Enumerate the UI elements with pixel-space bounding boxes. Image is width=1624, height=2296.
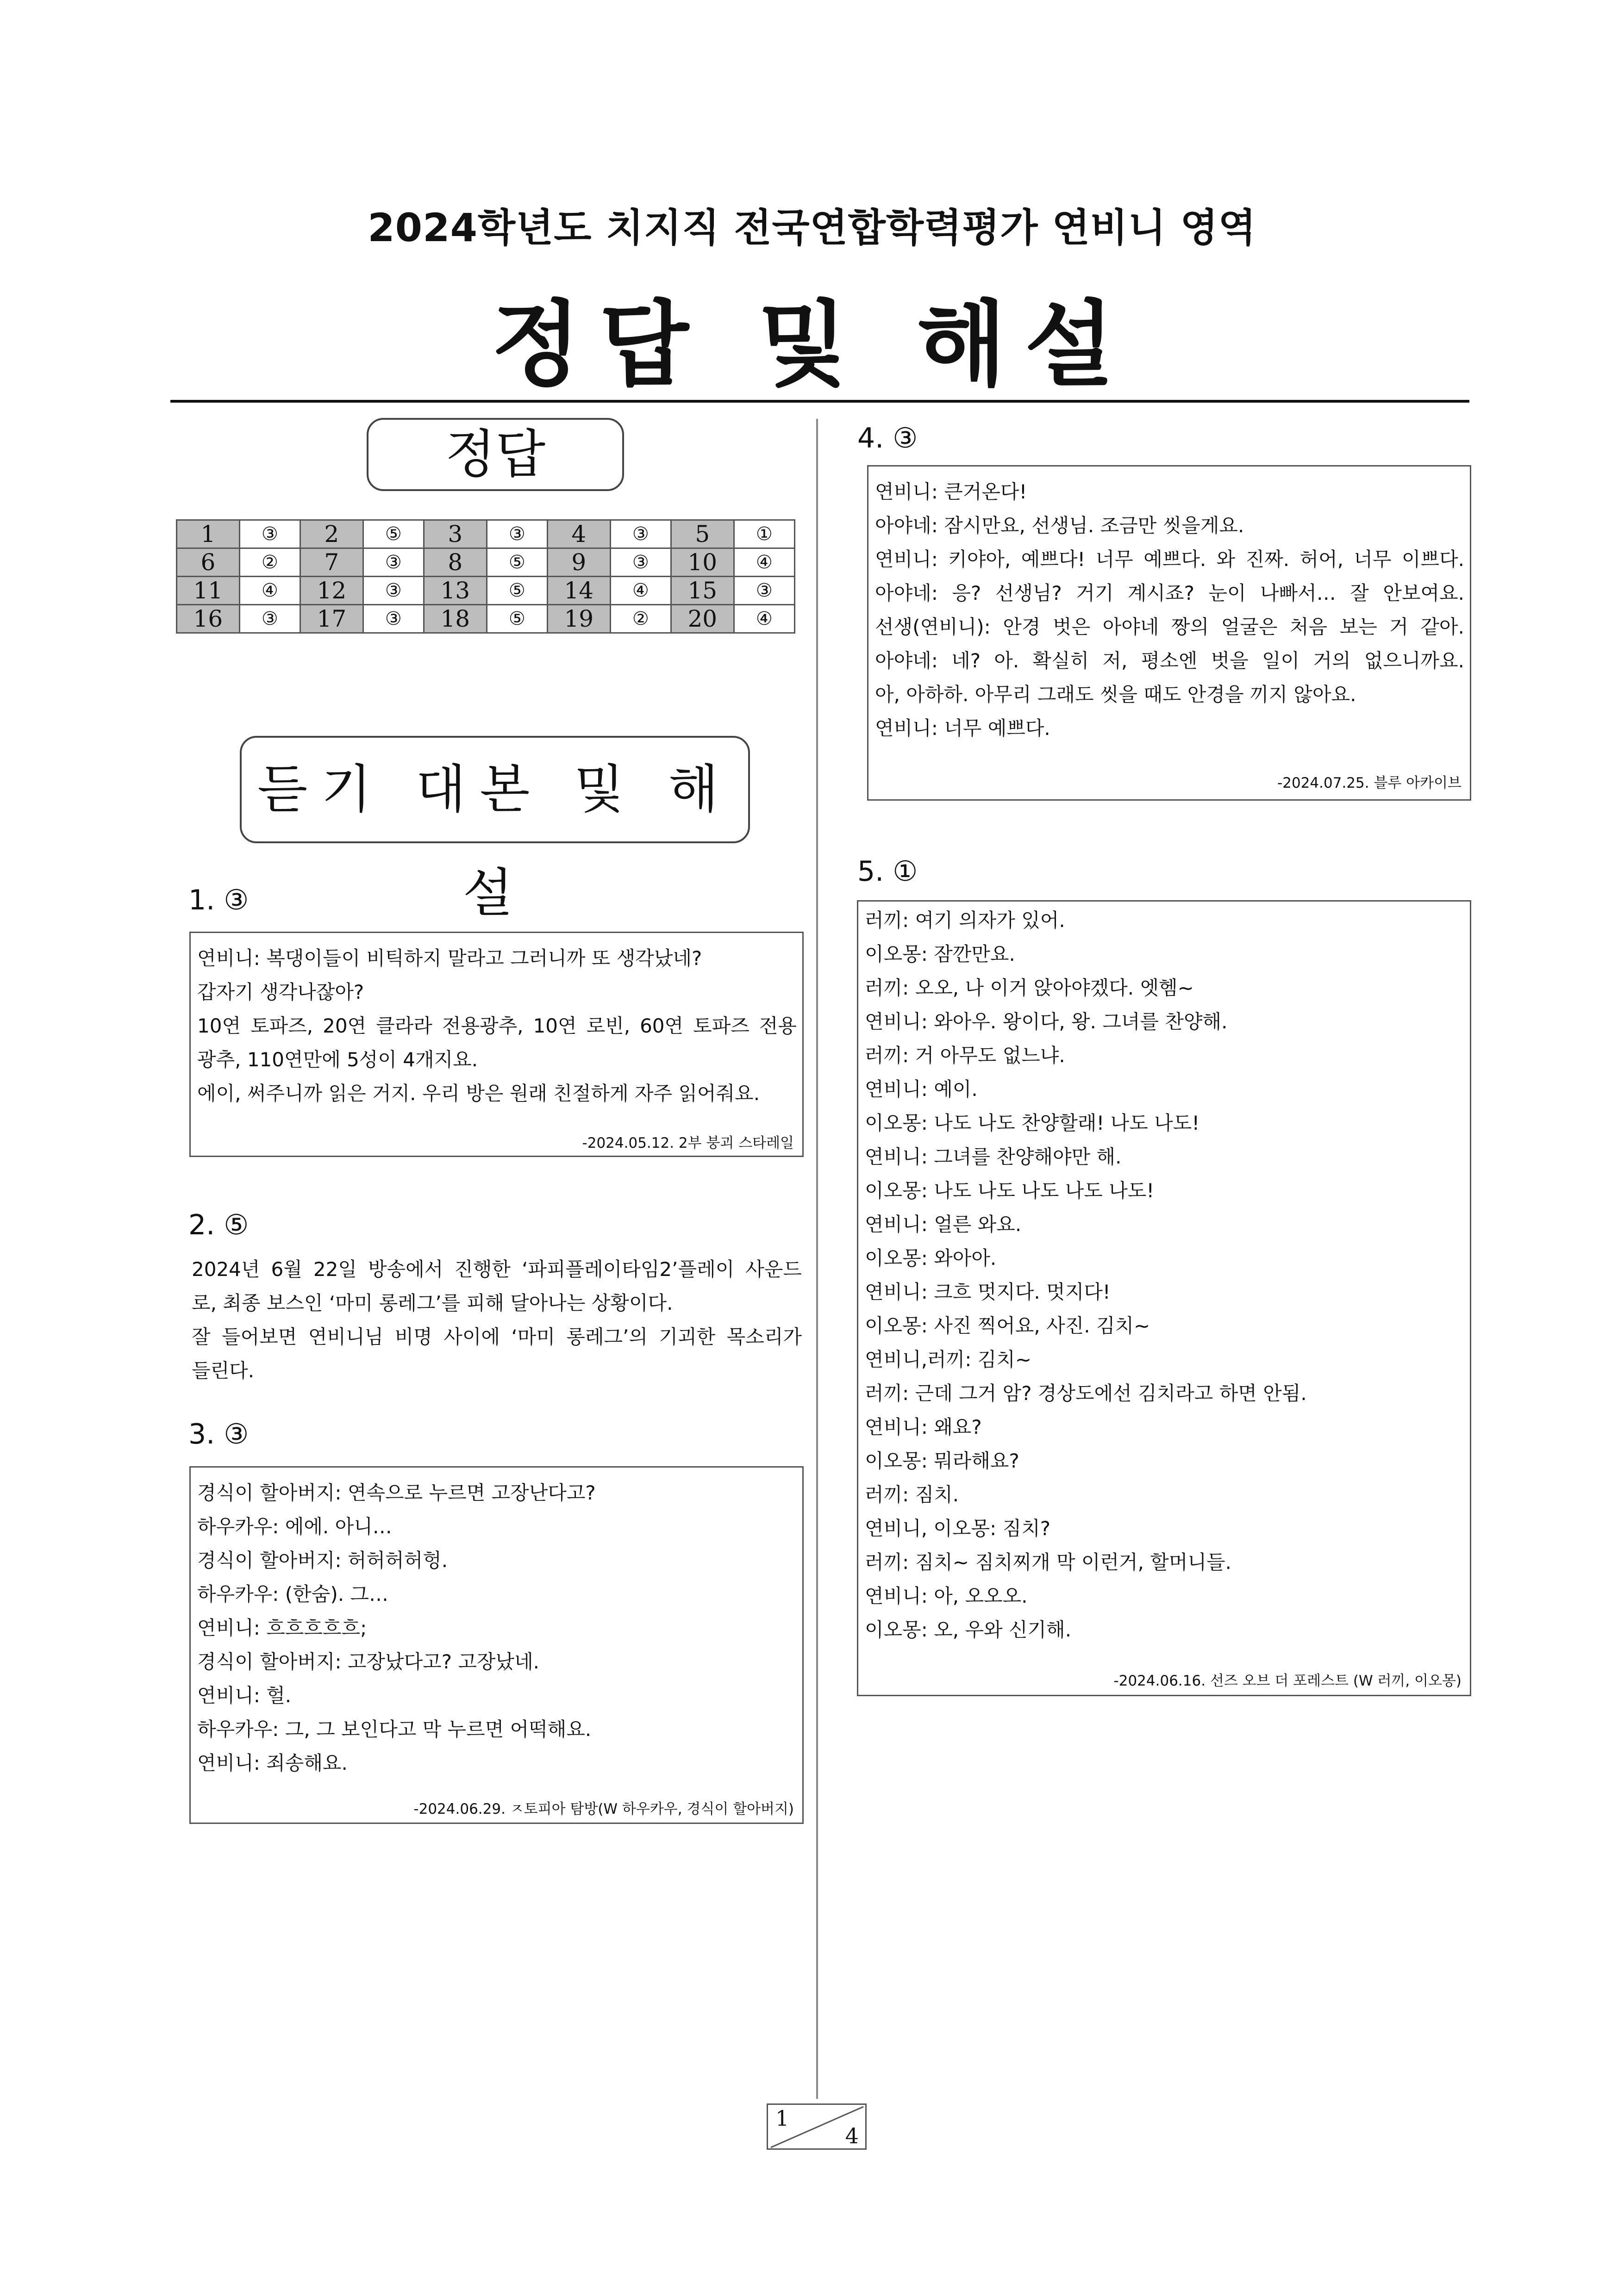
script-line: 경식이 할아버지: 허허허허헝. <box>197 1549 448 1572</box>
question-3-heading: 3. ③ <box>188 1418 249 1450</box>
column-divider <box>816 419 818 2099</box>
script-line: 연비니: 그녀를 찬양해야만 해. <box>865 1145 1122 1168</box>
script-line: 러끼: 오오, 나 이거 앉아야겠다. 엣헴~ <box>865 977 1194 999</box>
script-line: 연비니: 크흐 멋지다. 멋지다! <box>865 1281 1111 1303</box>
page-title: 정답 및 해설 <box>491 291 1133 399</box>
header-divider <box>170 400 1469 403</box>
answer-choice: ② <box>239 548 300 577</box>
question-number: 3 <box>424 520 487 548</box>
answer-choice: ④ <box>734 605 794 633</box>
script-line: 연비니: 큰거온다! <box>875 480 1027 503</box>
script-source: -2024.06.16. 선즈 오브 더 포레스트 (W 러끼, 이오몽) <box>1113 1673 1462 1689</box>
question-5-script <box>857 900 1471 1696</box>
script-line: 이오몽: 와아아. <box>865 1247 997 1269</box>
script-line: 갑자기 생각나잖아? <box>197 981 364 1003</box>
script-line: 이오몽: 뭐라해요? <box>865 1450 1019 1472</box>
script-line: 연비니: 예이. <box>865 1078 978 1101</box>
question-number: 12 <box>300 577 363 605</box>
page-total: 4 <box>845 2123 859 2148</box>
question-3-script <box>189 1466 804 1824</box>
question-2-heading: 2. ⑤ <box>188 1209 249 1241</box>
question-number: 8 <box>424 548 487 577</box>
script-line: 연비니: 키야아, 예쁘다! 너무 예쁘다. 와 진짜. 허어, 너무 이쁘다. <box>875 548 1464 571</box>
question-2-explanation <box>192 1252 802 1388</box>
script-line: 아야네: 잠시만요, 선생님. 조금만 씻을게요. <box>875 514 1244 537</box>
script-line: 러끼: 근데 그거 암? 경상도에선 김치라고 하면 안됨. <box>865 1382 1307 1405</box>
script-line: 10연 토파즈, 20연 클라라 전용광추, 10연 로빈, 60연 토파즈 전용 <box>197 1014 797 1037</box>
answer-choice: ③ <box>363 577 424 605</box>
script-line: 러끼: 여기 의자가 있어. <box>865 909 1065 932</box>
script-line: 연비니: 아, 오오오. <box>865 1585 1028 1607</box>
question-number: 19 <box>547 605 610 633</box>
script-line: 아야네: 네? 아. 확실히 저, 평소엔 벗을 일이 거의 없으니까요. <box>875 649 1464 672</box>
script-source: -2024.06.29. ㅈ토피아 탐방(W 하우카우, 경식이 할아버지) <box>413 1801 794 1817</box>
explanation-line: 로, 최종 보스인 ‘마미 롱레그’를 피해 달아나는 상황이다. <box>192 1292 673 1314</box>
script-line: 연비니, 이오몽: 짐치? <box>865 1517 1051 1540</box>
script-line: 이오몽: 잠깐만요. <box>865 943 1015 965</box>
answer-row <box>177 520 795 548</box>
answer-choice: ③ <box>239 605 300 633</box>
page-number <box>767 2103 867 2150</box>
answer-row <box>177 548 795 577</box>
script-line: 하우카우: 그, 그 보인다고 막 누르면 어떡해요. <box>197 1718 592 1741</box>
answer-choice: ④ <box>610 577 671 605</box>
question-number: 16 <box>177 605 240 633</box>
script-line: 광추, 110연만에 5성이 4개지요. <box>197 1048 478 1071</box>
question-4-heading: 4. ③ <box>857 422 918 454</box>
answer-choice: ③ <box>363 548 424 577</box>
page-current: 1 <box>775 2106 789 2131</box>
answer-choice: ① <box>734 520 794 548</box>
script-line: 아야네: 응? 선생님? 거기 계시죠? 눈이 나빠서… 잘 안보여요. <box>875 582 1464 604</box>
script-line: 연비니: 죄송해요. <box>197 1752 348 1774</box>
question-number: 15 <box>671 577 734 605</box>
answer-choice: ② <box>610 605 671 633</box>
answer-choice: ④ <box>239 577 300 605</box>
question-number: 10 <box>671 548 734 577</box>
answer-choice: ③ <box>610 548 671 577</box>
question-number: 20 <box>671 605 734 633</box>
answer-choice: ③ <box>363 605 424 633</box>
answer-choice: ⑤ <box>487 548 547 577</box>
script-line: 연비니: 복댕이들이 비틱하지 말라고 그러니까 또 생각났네? <box>197 947 702 970</box>
question-number: 11 <box>177 577 240 605</box>
question-number: 9 <box>547 548 610 577</box>
script-line: 경식이 할아버지: 연속으로 누르면 고장난다고? <box>197 1481 596 1504</box>
script-line: 아, 아하하. 아무리 그래도 씻을 때도 안경을 끼지 않아요. <box>875 683 1356 706</box>
question-5-heading: 5. ① <box>857 855 918 888</box>
question-number: 13 <box>424 577 487 605</box>
script-line: 연비니: 흐흐흐흐흐; <box>197 1617 367 1639</box>
answer-row <box>177 605 795 633</box>
explanation-line: 2024년 6월 22일 방송에서 진행한 ‘파피플레이타임2’플레이 사운드 <box>192 1258 802 1281</box>
script-line: 이오몽: 오, 우와 신기해. <box>865 1618 1072 1641</box>
answer-choice: ⑤ <box>487 605 547 633</box>
question-number: 14 <box>547 577 610 605</box>
listening-section-label: 듣기 대본 및 해설 <box>240 736 750 843</box>
script-line: 경식이 할아버지: 고장났다고? 고장났네. <box>197 1650 539 1673</box>
answer-choice: ③ <box>734 577 794 605</box>
question-1-script <box>189 932 804 1157</box>
answer-choice: ③ <box>610 520 671 548</box>
answer-choice: ③ <box>487 520 547 548</box>
script-line: 러끼: 거 아무도 없느냐. <box>865 1044 1065 1067</box>
answer-choice: ③ <box>239 520 300 548</box>
answer-choice: ⑤ <box>487 577 547 605</box>
script-line: 연비니: 헐. <box>197 1684 292 1707</box>
script-line: 연비니,러끼: 김치~ <box>865 1348 1032 1371</box>
script-line: 하우카우: (한숨). 그… <box>197 1583 388 1605</box>
question-number: 1 <box>177 520 240 548</box>
script-line: 선생(연비니): 안경 벗은 아야네 짱의 얼굴은 처음 보는 거 같아. <box>875 616 1464 638</box>
script-line: 에이, 써주니까 읽은 거지. 우리 방은 원래 친절하게 자주 읽어줘요. <box>197 1082 760 1105</box>
script-line: 연비니: 왜요? <box>865 1416 982 1438</box>
explanation-line: 잘 들어보면 연비니님 비명 사이에 ‘마미 롱레그’의 기괴한 목소리가 <box>192 1325 802 1348</box>
script-source: -2024.05.12. 2부 붕괴 스타레일 <box>582 1135 794 1151</box>
answer-row <box>177 577 795 605</box>
question-number: 17 <box>300 605 363 633</box>
question-4-script <box>867 465 1471 801</box>
explanation-line: 들린다. <box>192 1359 255 1382</box>
answer-choice: ⑤ <box>363 520 424 548</box>
script-line: 연비니: 얼른 와요. <box>865 1213 1022 1236</box>
question-number: 6 <box>177 548 240 577</box>
exam-subtitle: 2024학년도 치지직 전국연합학력평가 연비니 영역 <box>368 205 1256 250</box>
answer-choice: ④ <box>734 548 794 577</box>
question-number: 2 <box>300 520 363 548</box>
script-source: -2024.07.25. 블루 아카이브 <box>1277 775 1462 791</box>
script-line: 연비니: 너무 예쁘다. <box>875 717 1050 740</box>
script-line: 하우카우: 에에. 아니… <box>197 1515 392 1538</box>
script-line: 이오몽: 나도 나도 나도 나도 나도! <box>865 1179 1155 1202</box>
question-1-heading: 1. ③ <box>188 884 249 916</box>
script-line: 러끼: 짐치~ 짐치찌개 막 이런거, 할머니들. <box>865 1551 1231 1574</box>
answer-table <box>176 519 795 634</box>
question-number: 5 <box>671 520 734 548</box>
answer-section-label: 정답 <box>367 418 624 491</box>
question-number: 7 <box>300 548 363 577</box>
question-number: 4 <box>547 520 610 548</box>
script-line: 연비니: 와아우. 왕이다, 왕. 그녀를 찬양해. <box>865 1010 1228 1033</box>
script-line: 이오몽: 나도 나도 찬양할래! 나도 나도! <box>865 1112 1200 1134</box>
script-line: 러끼: 짐치. <box>865 1483 959 1506</box>
question-number: 18 <box>424 605 487 633</box>
script-line: 이오몽: 사진 찍어요, 사진. 김치~ <box>865 1314 1150 1337</box>
